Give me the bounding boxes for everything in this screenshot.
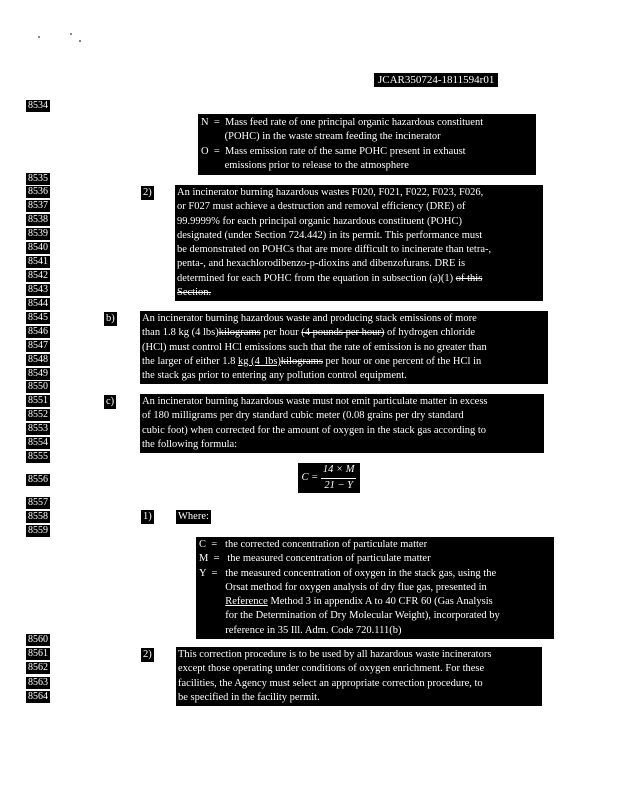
definitions-bottom xyxy=(196,537,554,639)
text-line: of 180 milligrams per dry standard cubic meter (0.08 grains per dry standard xyxy=(142,410,464,422)
text-line: designated (under Section 724.442) in its permit. This performance must xyxy=(177,229,483,241)
item-2-paragraph xyxy=(175,185,543,301)
line-number: 8548 xyxy=(28,354,48,365)
struck-text: kilograms xyxy=(218,327,261,339)
line-number: 8547 xyxy=(28,340,48,351)
line-number: 8552 xyxy=(28,409,48,420)
definition-o-line2: emissions prior to release to the atmosphere xyxy=(201,159,409,171)
line-number: 8540 xyxy=(28,242,48,253)
text-line: or F027 must achieve a destruction and removal efficiency (DRE) of xyxy=(177,201,466,213)
text-run: per hour xyxy=(260,327,302,339)
scan-speck xyxy=(38,36,40,38)
struck-text: (4 pounds per hour) xyxy=(301,327,385,339)
item-c-paragraph xyxy=(140,394,544,453)
struck-text: kilograms xyxy=(280,355,323,367)
text-line: This correction procedure is to be used by all hazardous waste incinerators xyxy=(178,649,492,660)
definition-y-line4: for the Determination of Dry Molecular Weight), incorporated by xyxy=(199,610,500,622)
line-number: 8543 xyxy=(28,284,48,295)
line-number: 8554 xyxy=(28,437,48,448)
text-line: except those operating under conditions of oxygen enrichment. For these xyxy=(178,663,485,675)
item-b-paragraph xyxy=(140,311,548,384)
text-line: penta-, and hexachlorodibenzo-p-dioxins and dibenzofurans. DRE is xyxy=(177,258,466,270)
text-run: per hour or one percent of the HCl in xyxy=(322,355,482,367)
definitions-top xyxy=(198,114,536,175)
line-number: 8564 xyxy=(28,691,48,702)
line-number: 8536 xyxy=(28,186,48,197)
document-id: JCAR350724-1811594r01 xyxy=(374,73,498,87)
line-number: 8563 xyxy=(28,677,48,688)
text-line: be specified in the facility permit. xyxy=(178,691,320,703)
item-b-marker: b) xyxy=(106,313,115,324)
line-number: 8539 xyxy=(28,228,48,239)
text-line xyxy=(177,286,541,300)
text-run: Method 3 in appendix A to 40 CFR 60 (Gas Analysis xyxy=(267,596,493,608)
underlined-text: kg (4 lbs) xyxy=(238,355,281,367)
item-2b-marker: 2) xyxy=(143,649,152,660)
line-number: 8535 xyxy=(28,173,48,184)
text-line: facilities, the Agency must select an appropriate correction procedure, to xyxy=(178,677,483,689)
text-line: be demonstrated on POHCs that are more difficult to incinerate than tetra-, xyxy=(177,244,492,256)
text-line xyxy=(177,272,541,286)
line-number: 8544 xyxy=(28,298,48,309)
formula-fraction xyxy=(321,463,357,493)
line-number: 8534 xyxy=(28,100,48,111)
formula-numerator: 14 × M xyxy=(321,463,357,478)
text-line: 99.9999% for each principal organic hazardous constituent (POHC) xyxy=(177,215,462,227)
underlined-text: Reference xyxy=(225,596,268,608)
formula xyxy=(298,463,360,493)
formula-lhs: C = xyxy=(301,471,321,483)
line-number: 8556 xyxy=(28,474,48,485)
line-number: 8542 xyxy=(28,270,48,281)
definition-y-line1: Y = the measured concentration of oxygen in the stack gas, using the xyxy=(199,567,497,579)
line-number: 8546 xyxy=(28,326,48,337)
where-label: Where: xyxy=(178,511,209,522)
scan-speck xyxy=(70,33,72,35)
definition-m: M = the measured concentration of particulate matter xyxy=(199,553,431,565)
definition-o-line1: O = Mass emission rate of the same POHC present in exhaust xyxy=(201,145,466,157)
text-line: An incinerator burning hazardous waste and producing stack emissions of more xyxy=(142,313,477,324)
line-number: 8558 xyxy=(28,511,48,522)
line-number: 8538 xyxy=(28,214,48,225)
text-run: the larger of either 1.8 xyxy=(142,355,239,367)
item-c-marker: c) xyxy=(106,396,115,407)
text-line: cubic foot) when corrected for the amount of oxygen in the stack gas according to xyxy=(142,424,487,436)
line-number: 8537 xyxy=(28,200,48,211)
item-1-marker: 1) xyxy=(143,511,152,522)
line-number: 8555 xyxy=(28,451,48,462)
text-run: determined for each POHC from the equation in subsection (a)(1) xyxy=(177,272,454,284)
text-run: of hydrogen chloride xyxy=(384,327,476,339)
line-number: 8557 xyxy=(28,497,48,508)
definition-y-line5: reference in 35 Ill. Adm. Code 720.111(b) xyxy=(199,624,402,636)
text-run xyxy=(199,596,225,607)
definition-n-line1: N = Mass feed rate of one principal organic hazardous constituent xyxy=(201,117,484,128)
line-number: 8550 xyxy=(28,381,48,392)
line-number: 8551 xyxy=(28,395,48,406)
definition-c: C = the corrected concentration of particulate matter xyxy=(199,539,428,550)
definition-n-line2: (POHC) in the waste stream feeding the incinerator xyxy=(201,131,441,143)
struck-text: Section. xyxy=(177,287,212,299)
text-run: than 1.8 kg (4 lbs) xyxy=(142,327,219,339)
text-line: (HCl) must control HCl emissions such that the rate of emission is no greater than xyxy=(142,341,487,353)
item-2-marker: 2) xyxy=(143,187,152,198)
scan-speck xyxy=(79,40,81,42)
line-number: 8561 xyxy=(28,648,48,659)
definition-y-line2: Orsat method for oxygen analysis of dry flue gas, presented in xyxy=(199,581,487,593)
struck-text: of this xyxy=(455,272,483,284)
text-line xyxy=(142,326,546,340)
text-line xyxy=(142,355,546,369)
line-number: 8541 xyxy=(28,256,48,267)
line-number: 8559 xyxy=(28,525,48,536)
text-line: the following formula: xyxy=(142,438,238,450)
line-number: 8545 xyxy=(28,312,48,323)
formula-denominator: 21 − Y xyxy=(324,479,354,491)
definition-y-line3 xyxy=(199,595,551,609)
line-number: 8549 xyxy=(28,368,48,379)
line-number: 8562 xyxy=(28,662,48,673)
line-number: 8560 xyxy=(28,634,48,645)
line-number: 8553 xyxy=(28,423,48,434)
text-line: An incinerator burning hazardous waste must not emit particulate matter in excess xyxy=(142,396,488,407)
text-line: An incinerator burning hazardous wastes F020, F021, F022, F023, F026, xyxy=(177,187,484,198)
text-line: the stack gas prior to entering any pollution control equipment. xyxy=(142,370,407,382)
item-2b-paragraph xyxy=(176,647,542,706)
